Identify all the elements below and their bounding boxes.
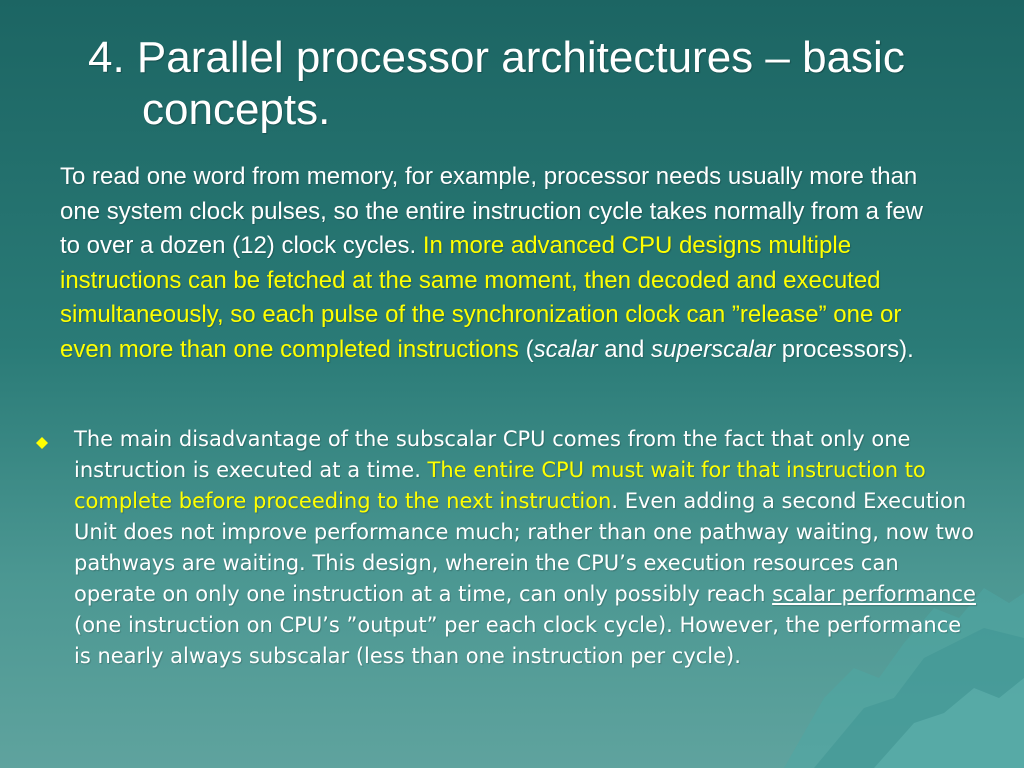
bullet-text-part3: (one instruction on CPU’s ”output” per each clock cycle). However, the performance is nearly always subscalar (less than one instruction per cycle). xyxy=(74,613,962,668)
bullet-item xyxy=(36,424,976,672)
intro-text-part3: and xyxy=(597,335,652,363)
intro-paragraph xyxy=(60,160,940,367)
intro-text-part4: processors). xyxy=(775,335,914,363)
title-line-2: concepts. xyxy=(142,85,331,134)
title-line-1: 4. Parallel processor architectures – basic xyxy=(88,33,905,82)
slide-title xyxy=(88,32,968,136)
bullet-text xyxy=(74,424,976,672)
intro-text-part1: To read one word from memory, for example, processor needs usually more than one system clock pulses, so the entire instruction cycle takes normally from a few to over a dozen (12) clock cycles. xyxy=(60,163,924,259)
term-superscalar: superscalar xyxy=(651,335,776,363)
scalar-performance-link[interactable]: scalar performance xyxy=(772,582,976,606)
intro-text-part2: ( xyxy=(518,335,534,363)
intro-highlight: In more advanced CPU designs multiple instructions can be fetched at the same moment, then decoded and executed simultaneously, so each pulse of the synchronization clock can ”release” one or even more than one completed instructions xyxy=(60,232,902,363)
diamond-bullet-icon xyxy=(36,424,74,672)
term-scalar: scalar xyxy=(533,335,598,363)
bullet-text-part1: The main disadvantage of the subscalar CPU comes from the fact that only one instruction is executed at a time. xyxy=(74,427,911,482)
bullet-highlight: The entire CPU must wait for that instruction to complete before proceeding to the next instruction xyxy=(74,458,926,513)
bullet-text-part2: . Even adding a second Execution Unit does not improve performance much; rather than one pathway waiting, now two pathways are waiting. This design, wherein the CPU’s execution resources can operate on only one instruction at a time, can only possibly reach xyxy=(74,489,974,606)
